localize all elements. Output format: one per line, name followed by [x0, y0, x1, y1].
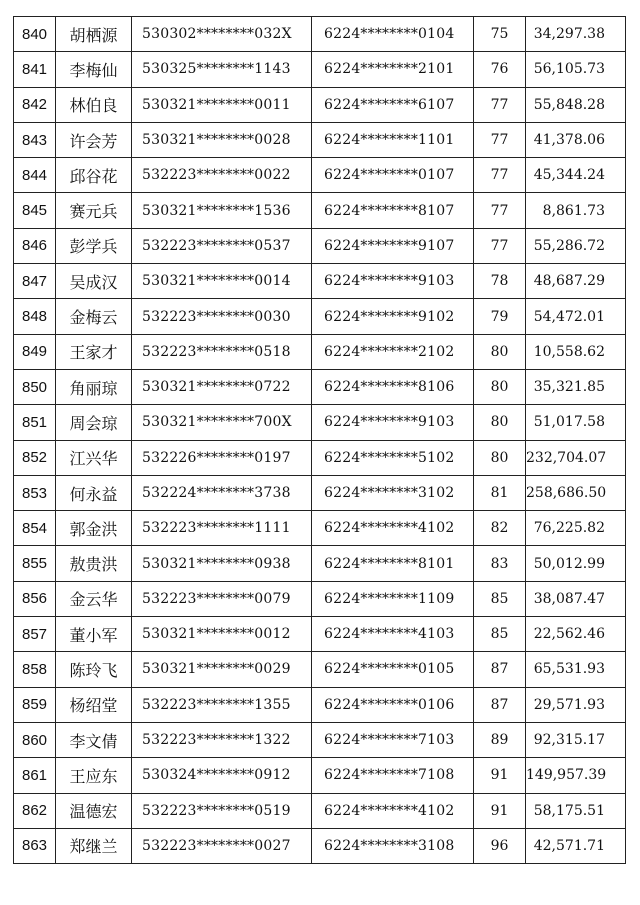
table-row [14, 193, 626, 228]
amount-cell: 55,848.28 [526, 87, 626, 122]
name-cell: 金梅云 [56, 299, 132, 334]
id-number-cell: 530321********0722 [132, 369, 312, 404]
name-cell: 周会琼 [56, 405, 132, 440]
bank-card-cell: 6224********8106 [312, 369, 474, 404]
row-number-cell: 851 [14, 405, 56, 440]
bank-card-cell: 6224********8101 [312, 546, 474, 581]
age-cell: 85 [474, 581, 526, 616]
bank-card-cell: 6224********3102 [312, 475, 474, 510]
table-row [14, 581, 626, 616]
records-table-body [14, 17, 626, 864]
row-number-cell: 857 [14, 617, 56, 652]
table-row [14, 405, 626, 440]
name-cell: 赛元兵 [56, 193, 132, 228]
bank-card-cell: 6224********4103 [312, 617, 474, 652]
id-number-cell: 532223********0518 [132, 334, 312, 369]
bank-card-cell: 6224********5102 [312, 440, 474, 475]
bank-card-cell: 6224********9107 [312, 228, 474, 263]
table-row [14, 511, 626, 546]
id-number-cell: 532224********3738 [132, 475, 312, 510]
id-number-cell: 532223********1355 [132, 687, 312, 722]
name-cell: 温德宏 [56, 793, 132, 828]
table-row [14, 475, 626, 510]
table-row [14, 546, 626, 581]
amount-cell: 65,531.93 [526, 652, 626, 687]
table-row [14, 722, 626, 757]
bank-card-cell: 6224********2101 [312, 52, 474, 87]
age-cell: 76 [474, 52, 526, 87]
id-number-cell: 530321********0029 [132, 652, 312, 687]
age-cell: 80 [474, 369, 526, 404]
age-cell: 78 [474, 264, 526, 299]
row-number-cell: 853 [14, 475, 56, 510]
age-cell: 89 [474, 722, 526, 757]
age-cell: 80 [474, 405, 526, 440]
name-cell: 董小军 [56, 617, 132, 652]
bank-card-cell: 6224********7108 [312, 758, 474, 793]
age-cell: 77 [474, 228, 526, 263]
records-table [13, 16, 626, 864]
id-number-cell: 532223********0022 [132, 158, 312, 193]
amount-cell: 232,704.07 [526, 440, 626, 475]
id-number-cell: 532223********0079 [132, 581, 312, 616]
row-number-cell: 842 [14, 87, 56, 122]
id-number-cell: 532226********0197 [132, 440, 312, 475]
amount-cell: 22,562.46 [526, 617, 626, 652]
row-number-cell: 856 [14, 581, 56, 616]
age-cell: 80 [474, 440, 526, 475]
table-row [14, 228, 626, 263]
amount-cell: 54,472.01 [526, 299, 626, 334]
amount-cell: 8,861.73 [526, 193, 626, 228]
table-row [14, 52, 626, 87]
amount-cell: 35,321.85 [526, 369, 626, 404]
bank-card-cell: 6224********0107 [312, 158, 474, 193]
amount-cell: 42,571.71 [526, 828, 626, 863]
name-cell: 吴成汉 [56, 264, 132, 299]
row-number-cell: 852 [14, 440, 56, 475]
id-number-cell: 532223********0537 [132, 228, 312, 263]
age-cell: 77 [474, 87, 526, 122]
bank-card-cell: 6224********3108 [312, 828, 474, 863]
amount-cell: 50,012.99 [526, 546, 626, 581]
age-cell: 85 [474, 617, 526, 652]
table-row [14, 264, 626, 299]
row-number-cell: 863 [14, 828, 56, 863]
name-cell: 角丽琼 [56, 369, 132, 404]
bank-card-cell: 6224********0105 [312, 652, 474, 687]
row-number-cell: 845 [14, 193, 56, 228]
table-row [14, 122, 626, 157]
table-row [14, 17, 626, 52]
name-cell: 郑继兰 [56, 828, 132, 863]
row-number-cell: 860 [14, 722, 56, 757]
table-row [14, 299, 626, 334]
id-number-cell: 530321********0028 [132, 122, 312, 157]
bank-card-cell: 6224********0106 [312, 687, 474, 722]
row-number-cell: 859 [14, 687, 56, 722]
age-cell: 91 [474, 758, 526, 793]
table-row [14, 617, 626, 652]
bank-card-cell: 6224********0104 [312, 17, 474, 52]
age-cell: 91 [474, 793, 526, 828]
name-cell: 彭学兵 [56, 228, 132, 263]
age-cell: 77 [474, 122, 526, 157]
amount-cell: 48,687.29 [526, 264, 626, 299]
row-number-cell: 848 [14, 299, 56, 334]
bank-card-cell: 6224********9103 [312, 264, 474, 299]
amount-cell: 45,344.24 [526, 158, 626, 193]
bank-card-cell: 6224********7103 [312, 722, 474, 757]
name-cell: 杨绍堂 [56, 687, 132, 722]
name-cell: 李梅仙 [56, 52, 132, 87]
id-number-cell: 532223********1322 [132, 722, 312, 757]
name-cell: 陈玲飞 [56, 652, 132, 687]
name-cell: 金云华 [56, 581, 132, 616]
name-cell: 何永益 [56, 475, 132, 510]
table-row [14, 158, 626, 193]
id-number-cell: 530325********1143 [132, 52, 312, 87]
bank-card-cell: 6224********1101 [312, 122, 474, 157]
name-cell: 林伯良 [56, 87, 132, 122]
table-row [14, 687, 626, 722]
id-number-cell: 530321********0014 [132, 264, 312, 299]
table-row [14, 440, 626, 475]
bank-card-cell: 6224********6107 [312, 87, 474, 122]
age-cell: 81 [474, 475, 526, 510]
bank-card-cell: 6224********9102 [312, 299, 474, 334]
bank-card-cell: 6224********9103 [312, 405, 474, 440]
amount-cell: 41,378.06 [526, 122, 626, 157]
id-number-cell: 532223********0030 [132, 299, 312, 334]
age-cell: 77 [474, 158, 526, 193]
name-cell: 许会芳 [56, 122, 132, 157]
amount-cell: 51,017.58 [526, 405, 626, 440]
age-cell: 82 [474, 511, 526, 546]
name-cell: 李文倩 [56, 722, 132, 757]
id-number-cell: 530321********1536 [132, 193, 312, 228]
id-number-cell: 530321********0011 [132, 87, 312, 122]
amount-cell: 56,105.73 [526, 52, 626, 87]
id-number-cell: 532223********1111 [132, 511, 312, 546]
row-number-cell: 846 [14, 228, 56, 263]
bank-card-cell: 6224********1109 [312, 581, 474, 616]
bank-card-cell: 6224********4102 [312, 511, 474, 546]
age-cell: 75 [474, 17, 526, 52]
table-row [14, 334, 626, 369]
id-number-cell: 530324********0912 [132, 758, 312, 793]
row-number-cell: 849 [14, 334, 56, 369]
id-number-cell: 530321********0938 [132, 546, 312, 581]
name-cell: 敖贵洪 [56, 546, 132, 581]
age-cell: 77 [474, 193, 526, 228]
amount-cell: 10,558.62 [526, 334, 626, 369]
name-cell: 江兴华 [56, 440, 132, 475]
table-row [14, 652, 626, 687]
age-cell: 79 [474, 299, 526, 334]
age-cell: 80 [474, 334, 526, 369]
row-number-cell: 858 [14, 652, 56, 687]
name-cell: 郭金洪 [56, 511, 132, 546]
amount-cell: 38,087.47 [526, 581, 626, 616]
table-row [14, 87, 626, 122]
name-cell: 王家才 [56, 334, 132, 369]
table-row [14, 828, 626, 863]
bank-card-cell: 6224********4102 [312, 793, 474, 828]
bank-card-cell: 6224********8107 [312, 193, 474, 228]
row-number-cell: 861 [14, 758, 56, 793]
bank-card-cell: 6224********2102 [312, 334, 474, 369]
id-number-cell: 530321********700X [132, 405, 312, 440]
name-cell: 王应东 [56, 758, 132, 793]
row-number-cell: 855 [14, 546, 56, 581]
row-number-cell: 844 [14, 158, 56, 193]
age-cell: 96 [474, 828, 526, 863]
id-number-cell: 530302********032X [132, 17, 312, 52]
id-number-cell: 530321********0012 [132, 617, 312, 652]
row-number-cell: 841 [14, 52, 56, 87]
age-cell: 87 [474, 652, 526, 687]
id-number-cell: 532223********0519 [132, 793, 312, 828]
row-number-cell: 854 [14, 511, 56, 546]
amount-cell: 92,315.17 [526, 722, 626, 757]
age-cell: 83 [474, 546, 526, 581]
table-row [14, 793, 626, 828]
age-cell: 87 [474, 687, 526, 722]
table-row [14, 758, 626, 793]
amount-cell: 58,175.51 [526, 793, 626, 828]
row-number-cell: 847 [14, 264, 56, 299]
amount-cell: 34,297.38 [526, 17, 626, 52]
name-cell: 邱谷花 [56, 158, 132, 193]
table-row [14, 369, 626, 404]
amount-cell: 149,957.39 [526, 758, 626, 793]
amount-cell: 258,686.50 [526, 475, 626, 510]
amount-cell: 29,571.93 [526, 687, 626, 722]
row-number-cell: 843 [14, 122, 56, 157]
amount-cell: 55,286.72 [526, 228, 626, 263]
row-number-cell: 862 [14, 793, 56, 828]
id-number-cell: 532223********0027 [132, 828, 312, 863]
amount-cell: 76,225.82 [526, 511, 626, 546]
name-cell: 胡栖源 [56, 17, 132, 52]
row-number-cell: 850 [14, 369, 56, 404]
row-number-cell: 840 [14, 17, 56, 52]
